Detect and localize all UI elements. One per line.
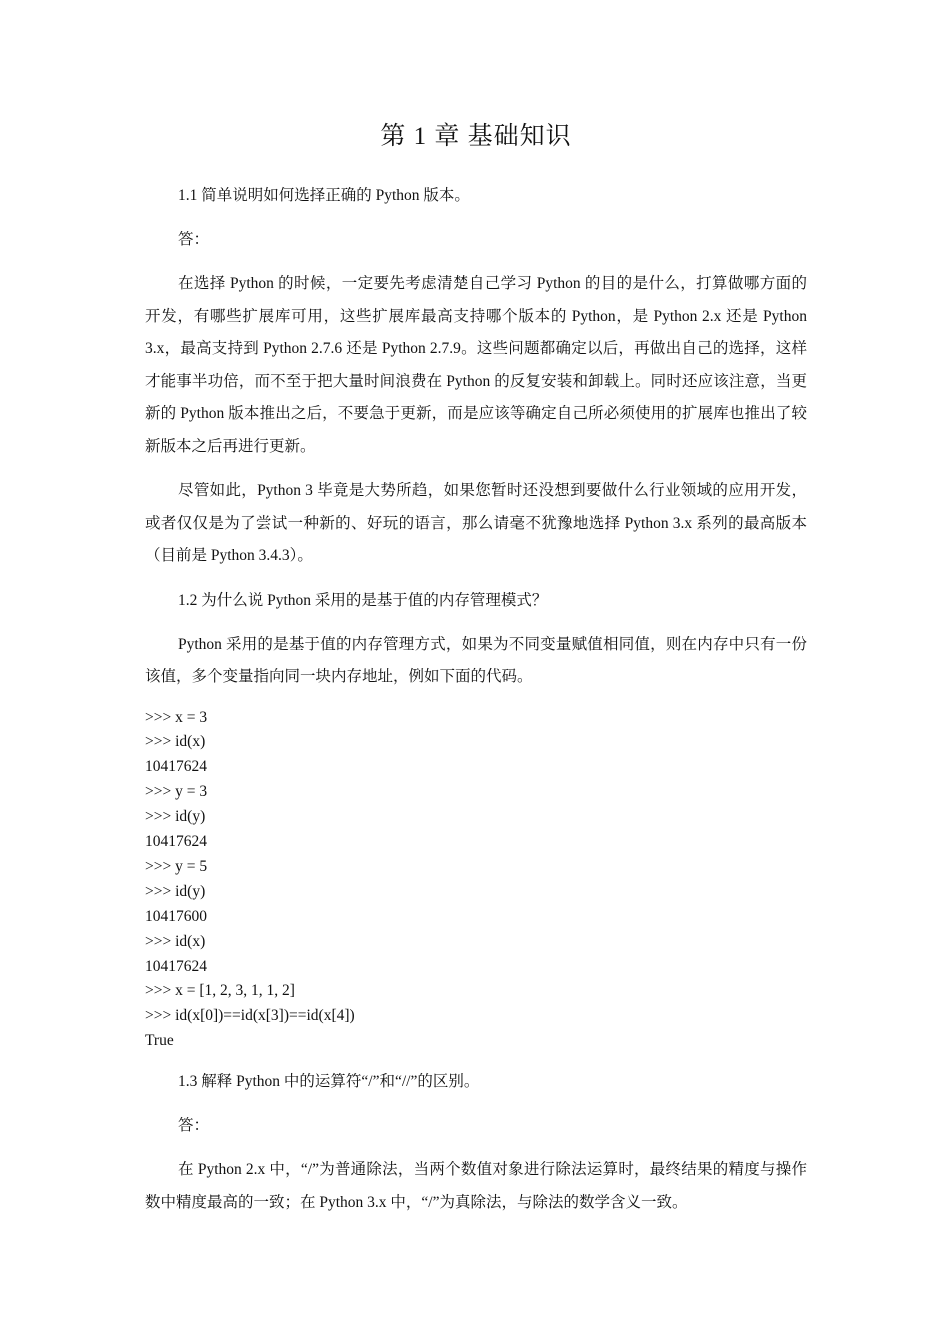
code-block [145,706,807,1055]
question-1-3: 1.3 解释 Python 中的运算符“/”和“//”的区别。 [178,1073,480,1091]
code-line: 10417624 [145,758,207,776]
code-line: >>> y = 5 [145,857,208,875]
paragraph-1-2: Python 采用的是基于值的内存管理方式，如果为不同变量赋值相同值，则在内存中只有一份该值，多个变量指向同一块内存地址，例如下面的代码。 [145,635,807,685]
code-line: 10417624 [145,833,207,851]
code-line: 10417600 [145,907,207,925]
code-line: >>> id(x) [145,733,206,751]
code-line: >>> id(y) [145,808,206,826]
code-line: 10417624 [145,957,207,975]
code-line: >>> x = [1, 2, 3, 1, 1, 2] [145,982,295,1000]
answer-label-1-3: 答： [178,1117,210,1135]
code-line: >>> y = 3 [145,783,208,801]
chapter-title: 第 1 章 基础知识 [380,123,572,150]
paragraph-1-3: 在 Python 2.x 中，“/”为普通除法，当两个数值对象进行除法运算时，最终结果的精度与操作数中精度最高的一致；在 Python 3.x 中，“/”为真除法，与除法的数学含义一致。 [145,1161,807,1211]
code-line: >>> id(y) [145,882,206,900]
code-line: True [145,1032,174,1050]
question-1-1: 1.1 简单说明如何选择正确的 Python 版本。 [178,187,470,204]
answer-label-1-1: 答： [178,231,210,248]
paragraph-1-1-b: 尽管如此，Python 3 毕竟是大势所趋，如果您暂时还没想到要做什么行业领域的应用开发，或者仅仅是为了尝试一种新的、好玩的语言，那么请毫不犹豫地选择 Python 3.x 系列的最高版本（目前是 Python 3.4.3）。 [145,482,807,564]
document-body [145,180,807,1231]
code-line: >>> id(x) [145,932,206,950]
code-line: >>> id(x[0])==id(x[3])==id(x[4]) [145,1007,355,1025]
code-line: >>> x = 3 [145,708,208,726]
paragraph-1-1-a: 在选择 Python 的时候，一定要先考虑清楚自己学习 Python 的目的是什么，打算做哪方面的开发，有哪些扩展库可用，这些扩展库最高支持哪个版本的 Python，是 Python 2.x 还是 Python 3.x，最高支持到 Python 2.7.6 还是 Python 2.7.9。这些问题都确定以后，再做出自己的选择，这样才能事半功倍，而不至于把大量时间浪费在 Python 的反复安装和卸载上。同时还应该注意，当更新的 Python 版本推出之后，不要急于更新，而是应该等确定自己所必须使用的扩展库也推出了较新版本之后再进行更新。 [145,275,807,455]
question-1-2: 1.2 为什么说 Python 采用的是基于值的内存管理模式？ [178,591,548,609]
